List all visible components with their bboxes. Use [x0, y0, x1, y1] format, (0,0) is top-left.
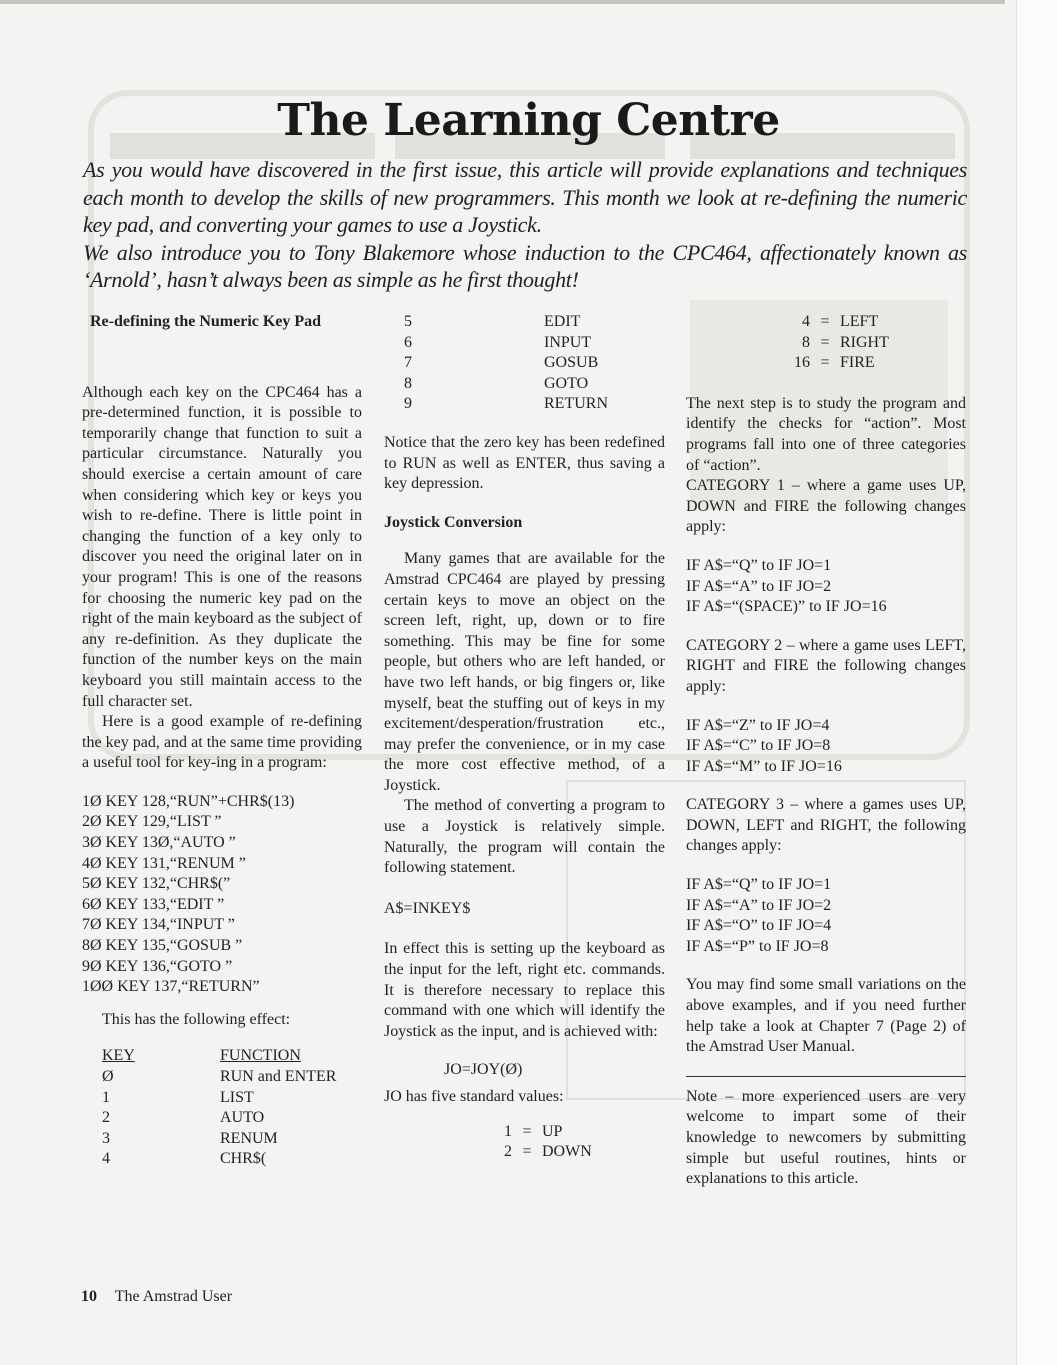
joystick-value-row — [384, 1122, 665, 1143]
value-name: RIGHT — [840, 333, 889, 351]
body-paragraph: Here is a good example of re-defining the key pad, and at the same time providing a useful tool for key-ing in a program: — [82, 713, 362, 772]
equals-sign: = — [820, 313, 830, 330]
scan-edge-top — [0, 0, 1005, 4]
joystick-value-row — [686, 312, 966, 333]
key-cell: 8 — [404, 374, 412, 392]
page-footer — [81, 1287, 232, 1307]
code-line: 9Ø KEY 136,“GOTO ” — [82, 957, 233, 975]
table-row — [102, 1129, 362, 1150]
category-description: CATEGORY 3 – where a games uses UP, DOWN, LEFT and RIGHT, the following changes apply: — [686, 796, 966, 855]
table-row — [102, 1108, 362, 1129]
equals-sign: = — [820, 333, 830, 351]
code-statement: JO=JOY(Ø) — [444, 1061, 523, 1079]
conversion-line: IF A$=“P” to IF JO=8 — [686, 937, 829, 955]
column-3 — [686, 312, 966, 1190]
key-cell: 9 — [404, 395, 412, 413]
category-description: CATEGORY 2 – where a game uses LEFT, RIGHT and FIRE the following changes apply: — [686, 636, 966, 695]
section-heading-joystick: Joystick Conversion — [384, 513, 523, 531]
code-line: 3Ø KEY 13Ø,“AUTO ” — [82, 834, 236, 852]
divider-rule — [686, 1076, 966, 1077]
table-row — [404, 333, 665, 354]
function-cell: INPUT — [544, 333, 592, 351]
value-name: LEFT — [840, 313, 879, 330]
key-cell: 3 — [102, 1129, 110, 1147]
table-row — [404, 312, 665, 333]
value-number: 8 — [802, 333, 810, 351]
code-line: 1ØØ KEY 137,“RETURN” — [82, 978, 260, 996]
value-number: 16 — [794, 354, 810, 372]
key-function-table-continued — [384, 312, 665, 415]
page-title: The Learning Centre — [277, 95, 780, 146]
conversion-line: IF A$=“C” to IF JO=8 — [686, 737, 831, 755]
body-paragraph: You may find some small variations on the above examples, and if you need further help take a look at Chapter 7 (Page 2) of the Amstrad User Manual. — [686, 976, 966, 1056]
function-cell: AUTO — [220, 1109, 265, 1127]
body-paragraph: Notice that the zero key has been redefined to RUN as well as ENTER, thus saving a key depression. — [384, 433, 665, 493]
page-number: 10 — [81, 1288, 97, 1305]
column-header-function: FUNCTION — [220, 1047, 301, 1065]
code-statement: A$=INKEY$ — [384, 899, 471, 917]
key-cell: 2 — [102, 1109, 110, 1127]
function-cell: EDIT — [544, 313, 581, 330]
function-cell: RETURN — [544, 395, 608, 413]
conversion-line: IF A$=“M” to IF JO=16 — [686, 757, 842, 775]
publication-name: The Amstrad User — [114, 1288, 233, 1305]
value-number: 2 — [504, 1143, 512, 1161]
conversion-line: IF A$=“(SPACE)” to IF JO=16 — [686, 598, 887, 616]
code-line: 6Ø KEY 133,“EDIT ” — [82, 895, 225, 913]
conversion-line: IF A$=“Q” to IF JO=1 — [686, 876, 832, 894]
function-cell: RENUM — [220, 1129, 278, 1147]
function-cell: RUN and ENTER — [220, 1068, 337, 1085]
body-paragraph: The method of converting a program to use a Joystick is relatively simple. Naturally, the program will contain the following statement. — [384, 797, 665, 877]
conversion-line: IF A$=“O” to IF JO=4 — [686, 917, 832, 935]
intro-paragraph: We also introduce you to Tony Blakemore whose induction to the CPC464, affectionately known as ‘Arnold’, hasn’t always been as simple as he first thought! — [83, 239, 967, 292]
key-cell: 5 — [404, 313, 412, 330]
code-line: 8Ø KEY 135,“GOSUB ” — [82, 937, 243, 955]
joystick-value-row — [686, 333, 966, 354]
code-line: 5Ø KEY 132,“CHR$(” — [82, 875, 231, 893]
function-cell: GOSUB — [544, 354, 599, 372]
key-function-table — [82, 1046, 362, 1170]
table-row — [404, 353, 665, 374]
effect-label: This has the following effect: — [102, 1010, 291, 1028]
key-cell: 6 — [404, 333, 412, 351]
code-line: 2Ø KEY 129,“LIST ” — [82, 813, 222, 831]
body-paragraph: In effect this is setting up the keyboard as the input for the left, right etc. commands. It is therefore necessary to replace this command with one which will identify the Joystick as the input, and is achieved with: — [384, 940, 665, 1040]
value-number: 1 — [504, 1122, 512, 1140]
value-name: FIRE — [840, 354, 875, 372]
body-paragraph: The next step is to study the program and identify the checks for “action”. Most programs fall into one of three categories of “action”. — [686, 394, 966, 474]
joystick-value-row — [384, 1142, 665, 1163]
code-line: 4Ø KEY 131,“RENUM ” — [82, 854, 246, 872]
key-cell: 4 — [102, 1150, 110, 1168]
code-listing — [82, 792, 362, 998]
code-line: 1Ø KEY 128,“RUN”+CHR$(13) — [82, 792, 295, 810]
value-name: DOWN — [542, 1143, 592, 1161]
conversion-line: IF A$=“Z” to IF JO=4 — [686, 716, 830, 734]
key-cell: 1 — [102, 1088, 110, 1106]
equals-sign: = — [522, 1122, 532, 1140]
intro-paragraph: As you would have discovered in the first issue, this article will provide explanations and techniques each month to develop the skills of new programmers. This month we look at re-defining the numeric key pad, and converting your games to use a Joystick. — [83, 157, 967, 237]
function-cell: LIST — [220, 1088, 254, 1106]
section-heading-keypad: Re-defining the Numeric Key Pad — [90, 313, 322, 330]
column-2 — [384, 312, 665, 1163]
note-paragraph: Note – more experienced users are very welcome to impart some of their knowledge to newcomers by submitting simple but useful routines, hints or explanations to this article. — [686, 1087, 966, 1188]
values-label: JO has five standard values: — [384, 1088, 564, 1105]
code-line: 7Ø KEY 134,“INPUT ” — [82, 916, 235, 934]
equals-sign: = — [820, 354, 830, 372]
joystick-value-row — [686, 353, 966, 374]
conversion-line: IF A$=“A” to IF JO=2 — [686, 577, 832, 595]
table-header-row — [102, 1046, 362, 1067]
key-cell: Ø — [102, 1068, 114, 1085]
conversion-line: IF A$=“Q” to IF JO=1 — [686, 556, 832, 574]
key-cell: 7 — [404, 354, 412, 372]
table-row — [102, 1149, 362, 1170]
conversion-line: IF A$=“A” to IF JO=2 — [686, 896, 832, 914]
function-cell: GOTO — [544, 374, 589, 392]
table-row — [404, 374, 665, 395]
intro-standfirst — [83, 156, 967, 294]
table-row — [404, 394, 665, 415]
category-description: CATEGORY 1 – where a game uses UP, DOWN and FIRE the following changes apply: — [686, 477, 966, 536]
table-row — [102, 1067, 362, 1088]
table-row — [102, 1088, 362, 1109]
column-1 — [82, 312, 362, 1170]
scan-margin-right — [1016, 0, 1057, 1365]
body-paragraph: Although each key on the CPC464 has a pre-determined function, it is possible to temporarily change that function to suit a particular circumstance. Naturally you should exercise a certain amount of care when considering which key or keys you wish to re-define. There is little point in changing the function of a key only to discover you need the original later on in your program! This is one of the reasons for choosing the numeric key pad on the right of the main keyboard as the subject of any re-definition. As they duplicate the function of the number keys on the main keyboard you still maintain access to the full character set. — [82, 383, 362, 710]
value-name: UP — [542, 1122, 563, 1140]
equals-sign: = — [522, 1143, 532, 1161]
column-header-key: KEY — [102, 1047, 135, 1065]
body-paragraph: Many games that are available for the Amstrad CPC464 are played by pressing certain keys to move an object on the screen left, right, up, down or to fire something. This may be fine for some people, but others who are left handed, or have two left hands, or big fingers or, like myself, beat the stuffing out of keys in my excitement/desperation/frustration etc., may prefer the convenience, or in my case the more cost effective method, of a Joystick. — [384, 550, 665, 794]
function-cell: CHR$( — [220, 1150, 267, 1168]
value-number: 4 — [802, 313, 810, 330]
